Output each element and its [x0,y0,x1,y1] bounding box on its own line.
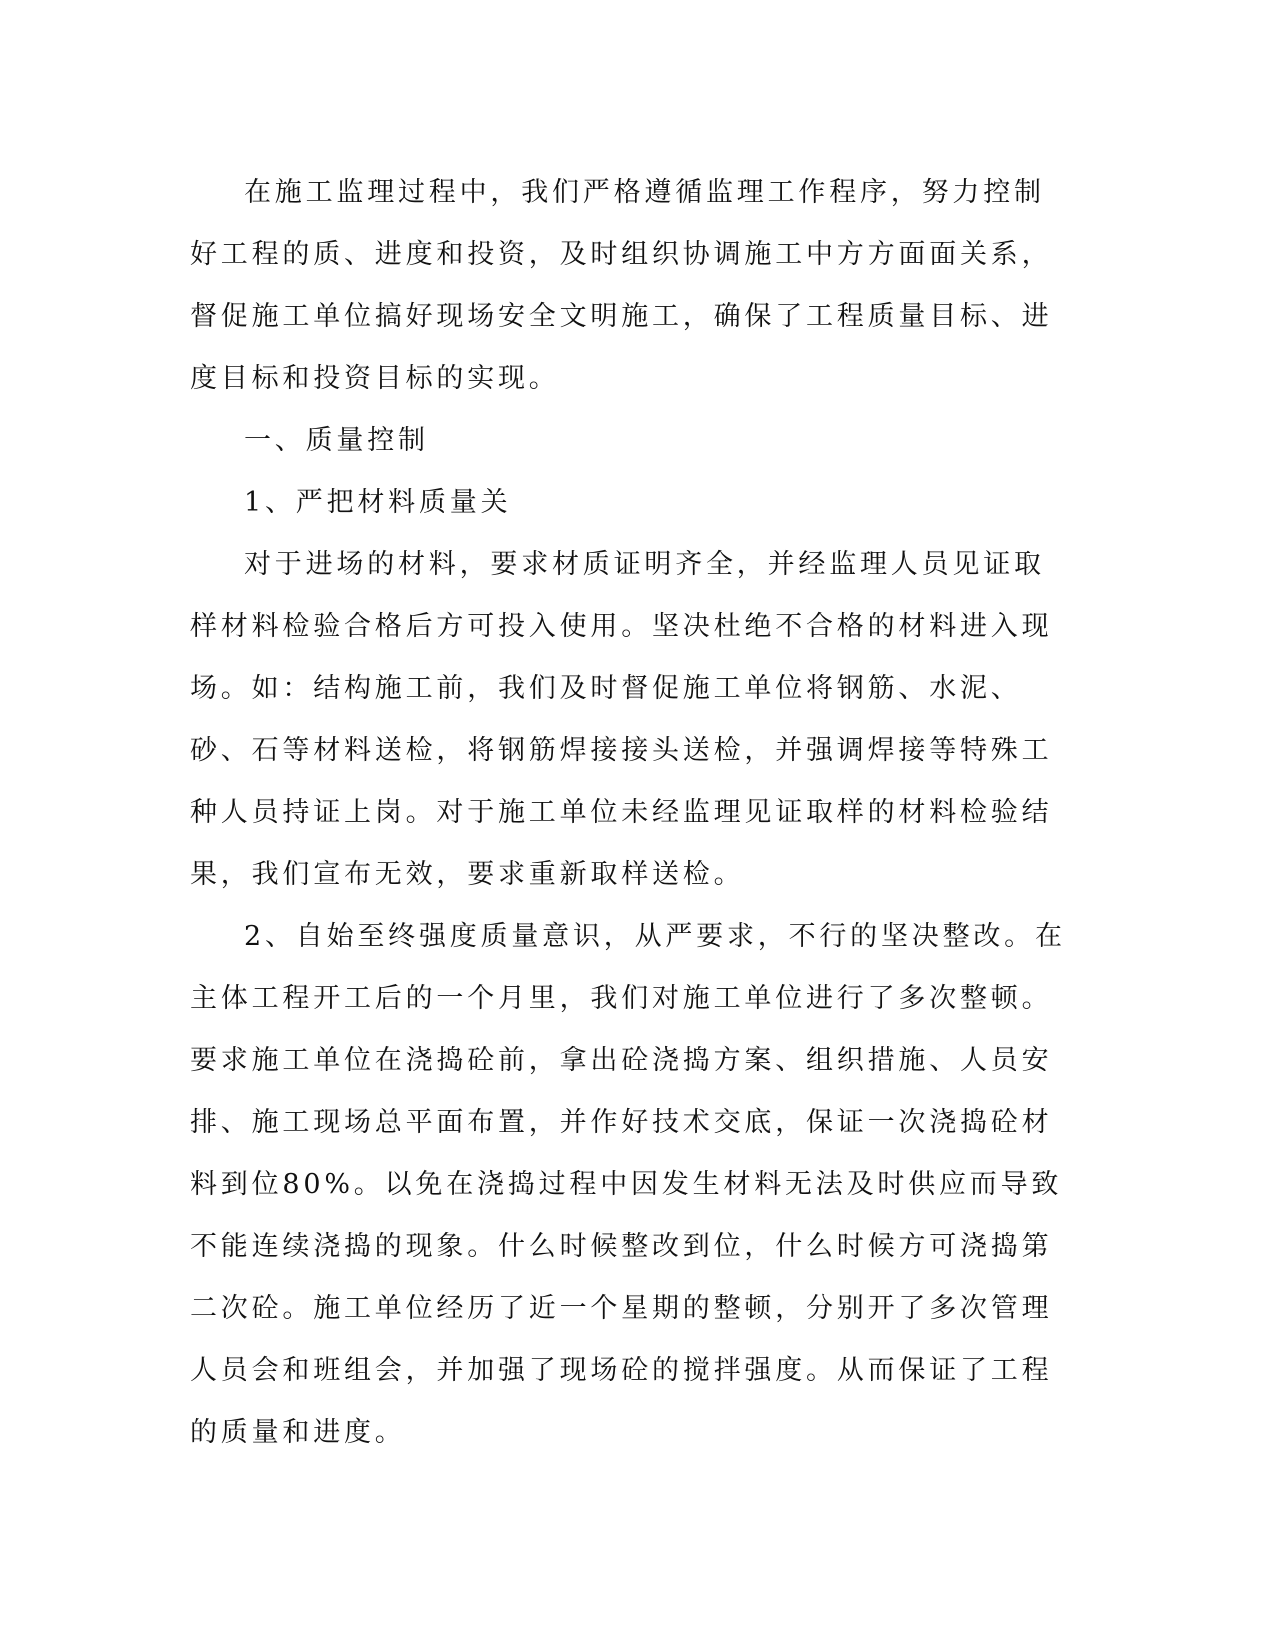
document-body [190,162,1070,1464]
quality-rectification-paragraph: 2、自始至终强度质量意识，从严要求，不行的坚决整改。在主体工程开工后的一个月里，我们对施工单位进行了多次整顿。要求施工单位在浇捣砼前，拿出砼浇捣方案、组织措施、人员安排、施工现场总平面布置，并作好技术交底，保证一次浇捣砼材料到位80%。以免在浇捣过程中因发生材料无法及时供应而导致不能连续浇捣的现象。什么时候整改到位，什么时候方可浇捣第二次砼。施工单位经历了近一个星期的整顿，分别开了多次管理人员会和班组会，并加强了现场砼的搅拌强度。从而保证了工程的质量和进度。 [190,921,1066,1448]
intro-paragraph: 在施工监理过程中，我们严格遵循监理工作程序，努力控制好工程的质、进度和投资，及时组织协调施工中方方面面关系，督促施工单位搞好现场安全文明施工，确保了工程质量目标、进度目标和投资目标的实现。 [190,177,1053,394]
section-heading-quality-control: 一、质量控制 [244,425,429,456]
subheading-material-quality: 1、严把材料质量关 [244,487,512,518]
material-inspection-paragraph: 对于进场的材料，要求材质证明齐全，并经监理人员见证取样材料检验合格后方可投入使用。坚决杜绝不合格的材料进入现场。如：结构施工前，我们及时督促施工单位将钢筋、水泥、砂、石等材料送检，将钢筋焊接接头送检，并强调焊接等特殊工种人员持证上岗。对于施工单位未经监理见证取样的材料检验结果，我们宣布无效，要求重新取样送检。 [190,549,1053,890]
